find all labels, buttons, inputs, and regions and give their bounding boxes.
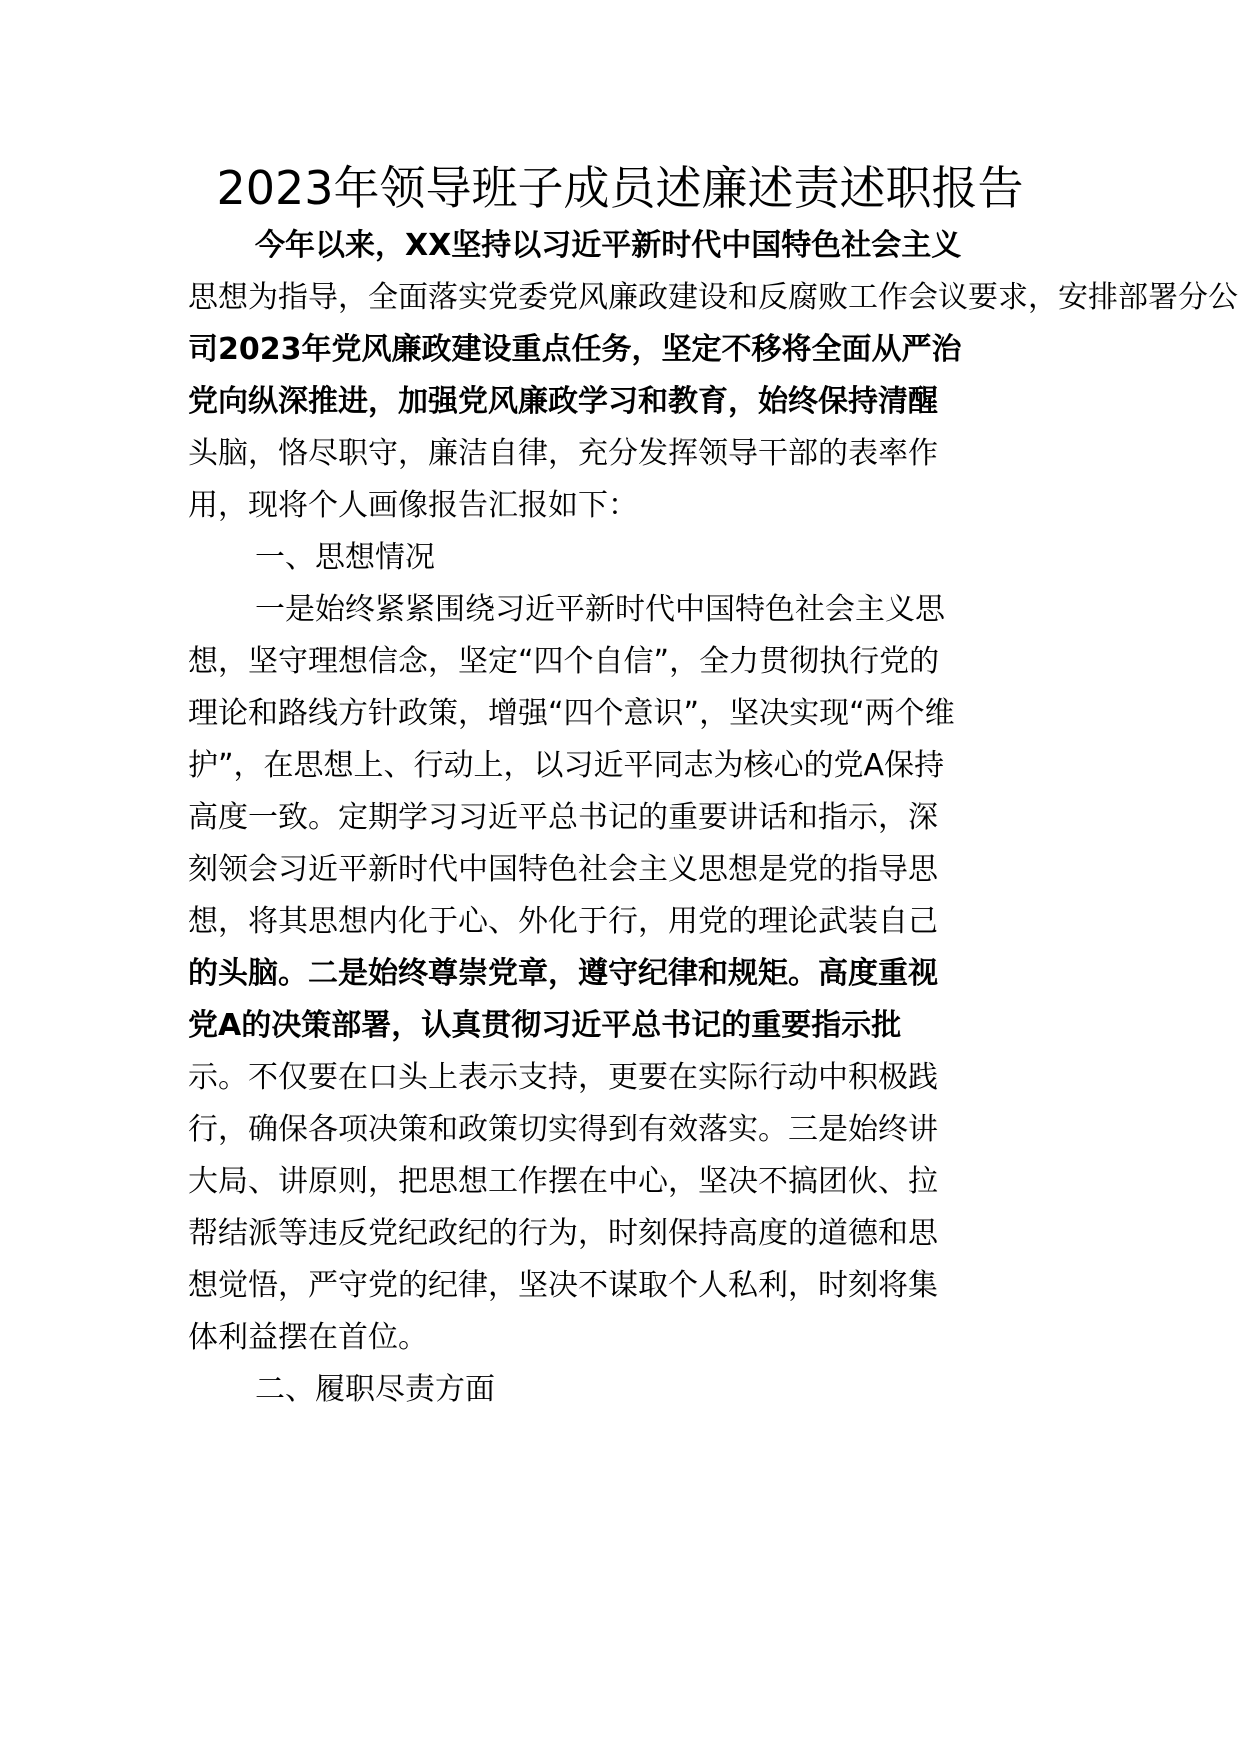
- document-title: 2023年领导班子成员述廉述责述职报告: [216, 161, 1024, 215]
- paragraph-line: 帮结派等违反党纪政纪的行为，时刻保持高度的道德和思: [188, 1216, 938, 1251]
- paragraph-line: [188, 954, 938, 994]
- section-heading: 二、履职尽责方面: [255, 1372, 495, 1407]
- paragraph-line: 示。不仅要在口头上表示支持，更要在实际行动中积极践: [188, 1060, 938, 1095]
- paragraph-line: 理论和路线方针政策，增强“四个意识”，坚决实现“两个维: [188, 696, 955, 731]
- section-heading: 一、思想情况: [255, 540, 435, 575]
- paragraph-line: 想，坚守理想信念，坚定“四个自信”，全力贯彻执行党的: [188, 644, 940, 679]
- paragraph-line: 思想为指导，全面落实党委党风廉政建设和反腐败工作会议要求，安排部署分公: [188, 280, 1238, 315]
- paragraph-line: 一是始终紧紧围绕习近平新时代中国特色社会主义思: [255, 592, 945, 627]
- paragraph-line: 大局、讲原则，把思想工作摆在中心，坚决不搞团伙、拉: [188, 1164, 938, 1199]
- paragraph-line: 行，确保各项决策和政策切实得到有效落实。三是始终讲: [188, 1112, 938, 1147]
- paragraph-line: 想觉悟，严守党的纪律，坚决不谋取个人私利，时刻将集: [188, 1268, 938, 1303]
- paragraph-line: 用，现将个人画像报告汇报如下：: [188, 488, 638, 523]
- paragraph-line: 党A的决策部署，认真贯彻习近平总书记的重要指示批: [188, 1008, 902, 1043]
- paragraph-segment: 的头脑。: [188, 956, 308, 991]
- paragraph-line: 想，将其思想内化于心、外化于行，用党的理论武装自己: [188, 904, 938, 939]
- paragraph-line: 党向纵深推进，加强党风廉政学习和教育，始终保持清醒: [188, 384, 938, 419]
- paragraph-line: 护”，在思想上、行动上，以习近平同志为核心的党A保持: [188, 748, 945, 783]
- paragraph-line: 今年以来，XX坚持以习近平新时代中国特色社会主义: [255, 228, 962, 263]
- paragraph-line: 司2023年党风廉政建设重点任务，坚定不移将全面从严治: [188, 332, 962, 367]
- paragraph-line: 高度一致。定期学习习近平总书记的重要讲话和指示，深: [188, 800, 938, 835]
- paragraph-segment: 二是始终尊崇党章，遵守纪律和规矩。高度重视: [308, 956, 938, 991]
- paragraph-line: 体利益摆在首位。: [188, 1320, 428, 1355]
- paragraph-line: 头脑，恪尽职守，廉洁自律，充分发挥领导干部的表率作: [188, 436, 938, 471]
- paragraph-line: 刻领会习近平新时代中国特色社会主义思想是党的指导思: [188, 852, 938, 887]
